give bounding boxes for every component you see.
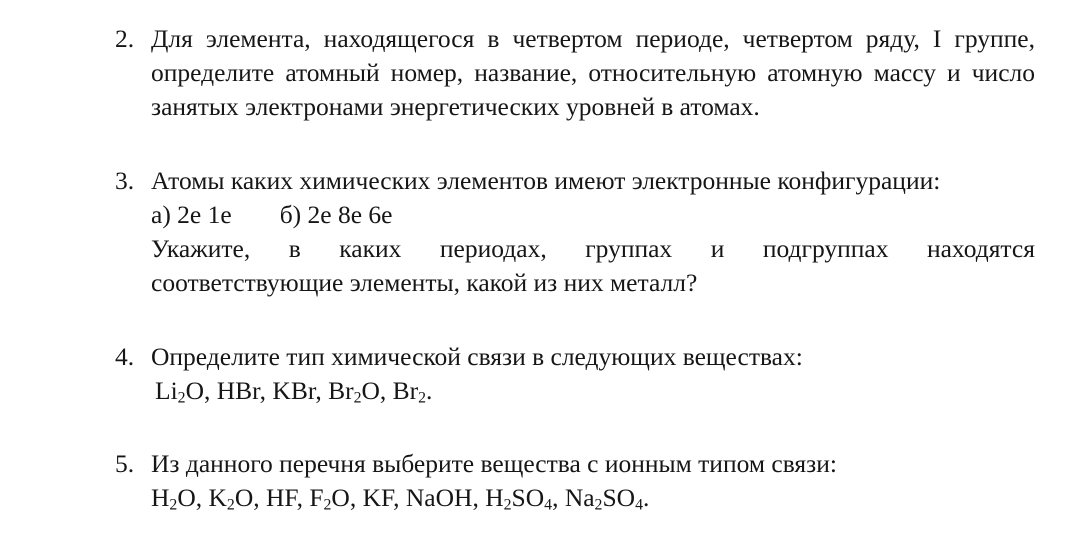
formula-subscript: 2 (177, 389, 186, 407)
followup-word: и (710, 234, 725, 263)
followup-line (151, 232, 1035, 266)
question-text: Для элемента, находящегося в четвертом периоде, четвертом ряду, I группе, определите атомный номер, название, относительную атомную массу и число занятых электронами энергетических уровней в атомах. (151, 24, 1035, 121)
chemical-formula (406, 483, 473, 512)
followup-word: каких (339, 234, 402, 263)
chemical-formula (151, 483, 196, 512)
formula-symbol: O (331, 483, 350, 512)
formula-symbol: O (361, 376, 380, 405)
followup-word: Укажите, (151, 234, 251, 263)
formula-symbol: O (177, 483, 196, 512)
question-text: Определите тип химической связи в следующих веществах: (151, 342, 803, 371)
formula-separator: , (379, 376, 393, 405)
formula-subscript: 2 (503, 496, 512, 514)
formula-list (151, 481, 1035, 515)
formula-separator: , (552, 483, 565, 512)
chemical-formula (328, 376, 380, 405)
formula-separator: , (195, 483, 209, 512)
answer-options (151, 198, 1035, 232)
question-4 (115, 340, 1035, 408)
formula-subscript: 2 (226, 496, 235, 514)
chemical-formula (155, 376, 204, 405)
question-3 (115, 164, 1035, 300)
formula-symbol: H (485, 483, 504, 512)
formula-symbol: HBr (216, 376, 260, 405)
formula-separator: , (472, 483, 486, 512)
formula-symbol: KF (362, 483, 394, 512)
question-number: 4. (115, 342, 135, 371)
chemical-formula (209, 483, 254, 512)
question-5 (115, 447, 1035, 515)
formula-symbol: Li (155, 376, 178, 405)
chemical-formula (272, 376, 315, 405)
formula-separator: , (204, 376, 217, 405)
formula-separator: , (259, 376, 273, 405)
formula-separator: . (642, 483, 650, 512)
question-2 (115, 22, 1035, 124)
question-text: Из данного перечня выберите вещества с ионным типом связи: (151, 449, 837, 478)
chemical-formula (363, 483, 394, 512)
question-number: 5. (115, 449, 135, 478)
formula-separator: . (426, 376, 433, 405)
followup-word: группах (585, 234, 673, 263)
formula-subscript: 4 (635, 496, 643, 514)
formula-subscript: 4 (544, 496, 553, 514)
formula-subscript: 2 (353, 389, 362, 407)
chemical-formula (565, 483, 643, 512)
formula-separator: , (296, 483, 310, 512)
formula-symbol: Br (328, 376, 354, 405)
chemical-formula (485, 483, 552, 512)
formula-subscript: 2 (594, 496, 603, 514)
question-number: 2. (115, 24, 135, 53)
formula-separator: , (393, 483, 406, 512)
formula-separator: , (253, 483, 266, 512)
chemical-formula (309, 483, 350, 512)
formula-list (151, 374, 1035, 408)
formula-symbol: SO (602, 483, 636, 512)
formula-symbol: F (309, 483, 324, 512)
formula-symbol: O (185, 376, 204, 405)
formula-subscript: 2 (323, 496, 332, 514)
chemical-formula (393, 376, 426, 405)
followup-text-end: соответствующие элементы, какой из них металл? (151, 268, 698, 297)
formula-symbol: K (208, 483, 227, 512)
formula-separator: , (349, 483, 363, 512)
option-a: а) 2е 1е (151, 200, 232, 229)
formula-symbol: HF (266, 483, 297, 512)
formula-separator: , (315, 376, 329, 405)
formula-symbol: O (234, 483, 254, 512)
followup-word: подгруппах (762, 234, 889, 263)
followup-word: в (288, 234, 301, 263)
chemical-formula (217, 376, 260, 405)
formula-symbol: Br (392, 376, 419, 405)
followup-word: находятся (926, 234, 1035, 263)
question-text: Атомы каких химических элементов имеют электронные конфигурации: (151, 166, 941, 195)
formula-symbol: NaOH (405, 483, 473, 512)
followup-word: периодах, (439, 234, 547, 263)
formula-symbol: H (151, 483, 170, 512)
formula-symbol: KBr (272, 376, 316, 405)
formula-subscript: 2 (169, 496, 178, 514)
question-number: 3. (115, 166, 135, 195)
formula-subscript: 2 (418, 389, 427, 407)
option-b: б) 2е 8е 6е (279, 200, 393, 229)
formula-symbol: SO (511, 483, 545, 512)
chemical-formula (266, 483, 297, 512)
formula-symbol: Na (564, 483, 595, 512)
